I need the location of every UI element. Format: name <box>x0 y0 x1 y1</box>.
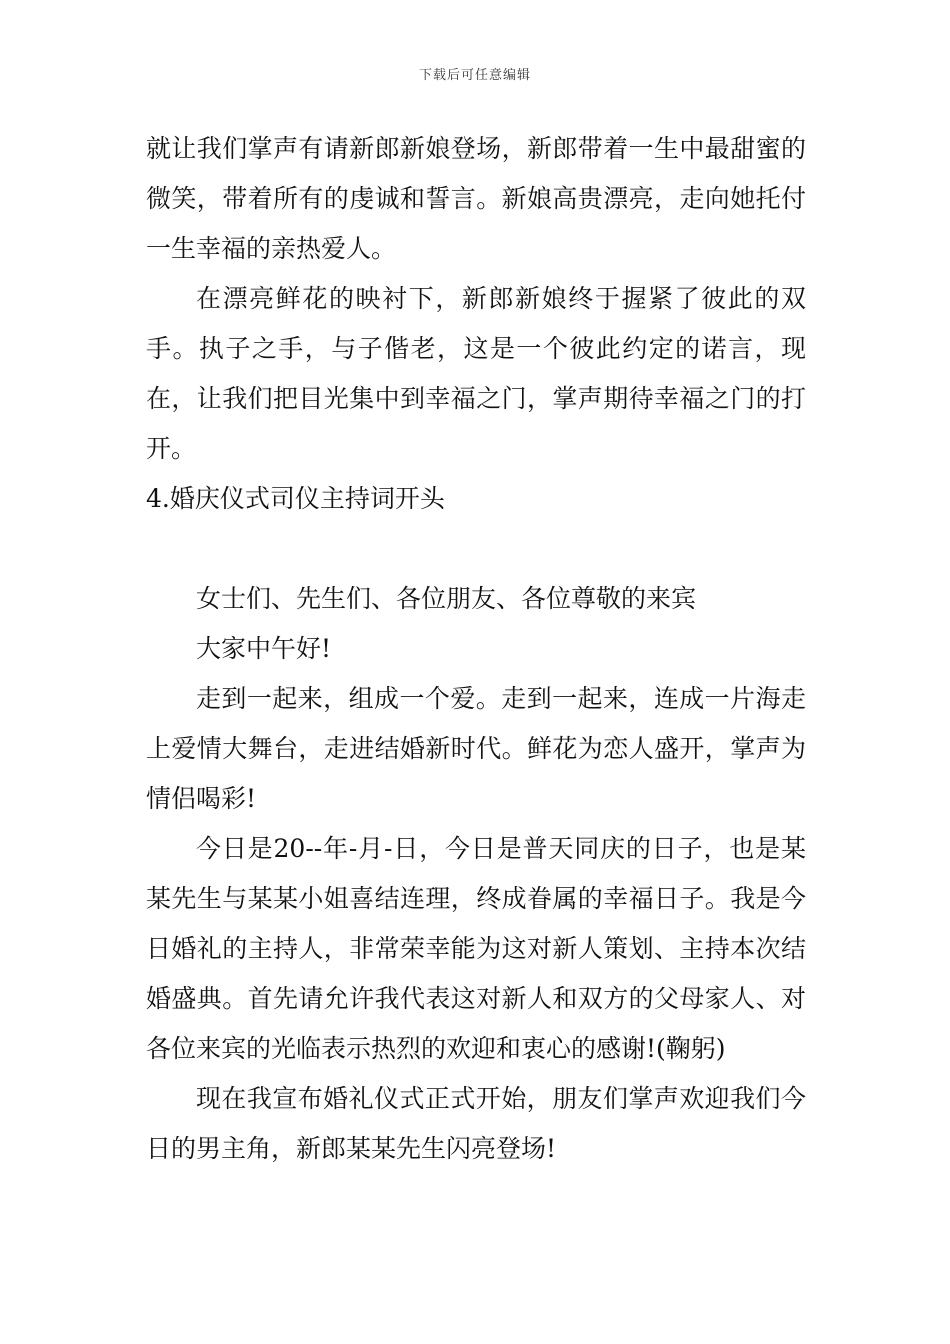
paragraph: 现在我宣布婚礼仪式正式开始，朋友们掌声欢迎我们今日的男主角，新郎某某先生闪亮登场! <box>146 1084 806 1163</box>
document-body <box>146 124 806 1174</box>
paragraph: 女士们、先生们、各位朋友、各位尊敬的来宾 <box>196 584 697 613</box>
section-heading: 4.婚庆仪式司仪主持词开头 <box>146 484 445 513</box>
page-header: 下载后可任意编辑 <box>418 68 531 83</box>
paragraph: 走到一起来，组成一个爱。走到一起来，连成一片海走上爱情大舞台，走进结婚新时代。鲜花为恋人盛开，掌声为情侣喝彩! <box>146 684 806 813</box>
paragraph: 今日是20--年-月-日，今日是普天同庆的日子，也是某某先生与某某小姐喜结连理，终成眷属的幸福日子。我是今日婚礼的主持人，非常荣幸能为这对新人策划、主持本次结婚盛典。首先请允许我代表这对新人和双方的父母家人、对各位来宾的光临表示热烈的欢迎和衷心的感谢!(鞠躬) <box>146 834 806 1063</box>
paragraph: 大家中午好! <box>196 634 332 663</box>
paragraph: 在漂亮鲜花的映衬下，新郎新娘终于握紧了彼此的双手。执子之手，与子偕老，这是一个彼此约定的诺言，现在，让我们把目光集中到幸福之门，掌声期待幸福之门的打开。 <box>146 284 806 463</box>
paragraph-continued: 就让我们掌声有请新郎新娘登场，新郎带着一生中最甜蜜的微笑，带着所有的虔诚和誓言。新娘高贵漂亮，走向她托付一生幸福的亲热爱人。 <box>146 134 806 263</box>
blank-line <box>146 524 806 574</box>
